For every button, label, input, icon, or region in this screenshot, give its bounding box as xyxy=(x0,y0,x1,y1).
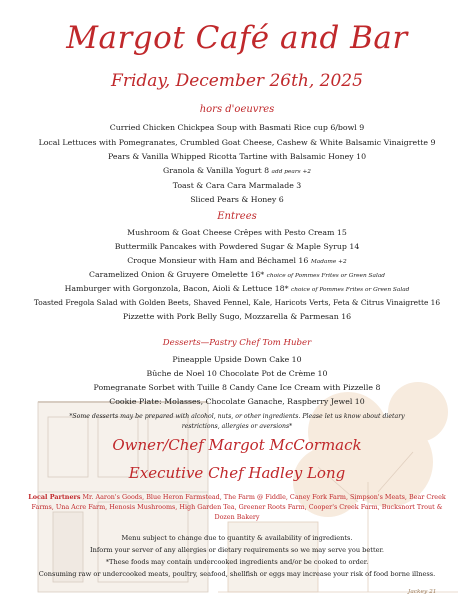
menu-item: Buttermilk Pancakes with Powdered Sugar & Maple Syrup 14 xyxy=(114,242,360,251)
menu-item: Hamburger with Gorgonzola, Bacon, Aioli & Lettuce 18* choice of Pommes Frites or Green Salad xyxy=(64,284,410,293)
footer-line: Inform your server of any allergies or dietary requirements so we may serve you better. xyxy=(89,546,385,554)
menu-item: Granola & Vanilla Yogurt 8 add pears +2 xyxy=(163,166,311,175)
local-partners-label: Local Partners xyxy=(28,493,81,501)
footer-line: Menu subject to change due to quantity & availability of ingredients. xyxy=(121,534,353,542)
menu-item: Pomegranate Sorbet with Tuille 8 Candy Cane Ice Cream with Pizzelle 8 xyxy=(93,383,381,392)
menu-item: Bûche de Noel 10 Chocolate Pot de Crème 10 xyxy=(146,369,328,378)
local-partners xyxy=(28,492,446,522)
menu-item: Toast & Cara Cara Marmalade 3 xyxy=(172,181,302,190)
menu-item: Cookie Plate: Molasses, Chocolate Ganache, Raspberry Jewel 10 xyxy=(109,397,365,406)
menu-date: Friday, December 26th, 2025 xyxy=(111,71,363,91)
menu-item: Local Lettuces with Pomegranates, Crumbled Goat Cheese, Cashew & White Balsamic Vinaigrette 9 xyxy=(38,138,436,147)
section-title-entrees: Entrees xyxy=(217,211,257,222)
section-title-desserts: Desserts—Pastry Chef Tom Huber xyxy=(162,338,312,348)
owner-chef: Owner/Chef Margot McCormack xyxy=(112,436,362,454)
local-partners-list: Mr. Aaron's Goods, Blue Heron Farmstead, The Farm @ Fiddle, Caney Fork Farm, Simpson's Meats, Bear Creek Farms, Una Acre Farm, Henosis Mushrooms, High Garden Tea, Greener Roots Farm, Cooper's Creek Farm, Bucksnort Trout & Dozen Bakery xyxy=(31,493,446,521)
footer-line: *These foods may contain undercooked ingredients and/or be cooked to order. xyxy=(105,558,369,566)
menu-item: Sliced Pears & Honey 6 xyxy=(190,195,284,204)
artist-signature: Jackey 21 xyxy=(408,589,437,595)
menu-item: Caramelized Onion & Gruyere Omelette 16* choice of Pommes Frites or Green Salad xyxy=(88,270,386,279)
menu-item: Pears & Vanilla Whipped Ricotta Tartine with Balsamic Honey 10 xyxy=(107,152,367,161)
menu-item: Mushroom & Goat Cheese Crêpes with Pesto Cream 15 xyxy=(127,228,347,237)
restaurant-title: Margot Café and Bar xyxy=(66,20,408,56)
menu-item: Croque Monsieur with Ham and Béchamel 16 Madame +2 xyxy=(127,256,347,265)
menu-item: Pineapple Upside Down Cake 10 xyxy=(172,355,302,364)
menu-item: Pizzette with Pork Belly Sugo, Mozzarella & Parmesan 16 xyxy=(122,312,352,321)
dessert-disclaimer: *Some desserts may be prepared with alcohol, nuts, or other ingredients. Please let us know about dietary restrictions, allergies or aversions* xyxy=(69,413,405,430)
section-title-hors-doeuvres: hors d'oeuvres xyxy=(199,104,275,115)
menu-item: Curried Chicken Chickpea Soup with Basmati Rice cup 6/bowl 9 xyxy=(109,123,365,132)
executive-chef: Executive Chef Hadley Long xyxy=(128,464,346,482)
footer-line: Consuming raw or undercooked meats, poultry, seafood, shellfish or eggs may increase your risk of food borne illness. xyxy=(38,570,436,578)
menu-item: Toasted Fregola Salad with Golden Beets, Shaved Fennel, Kale, Haricots Verts, Feta & Citrus Vinaigrette 16 xyxy=(33,298,441,307)
